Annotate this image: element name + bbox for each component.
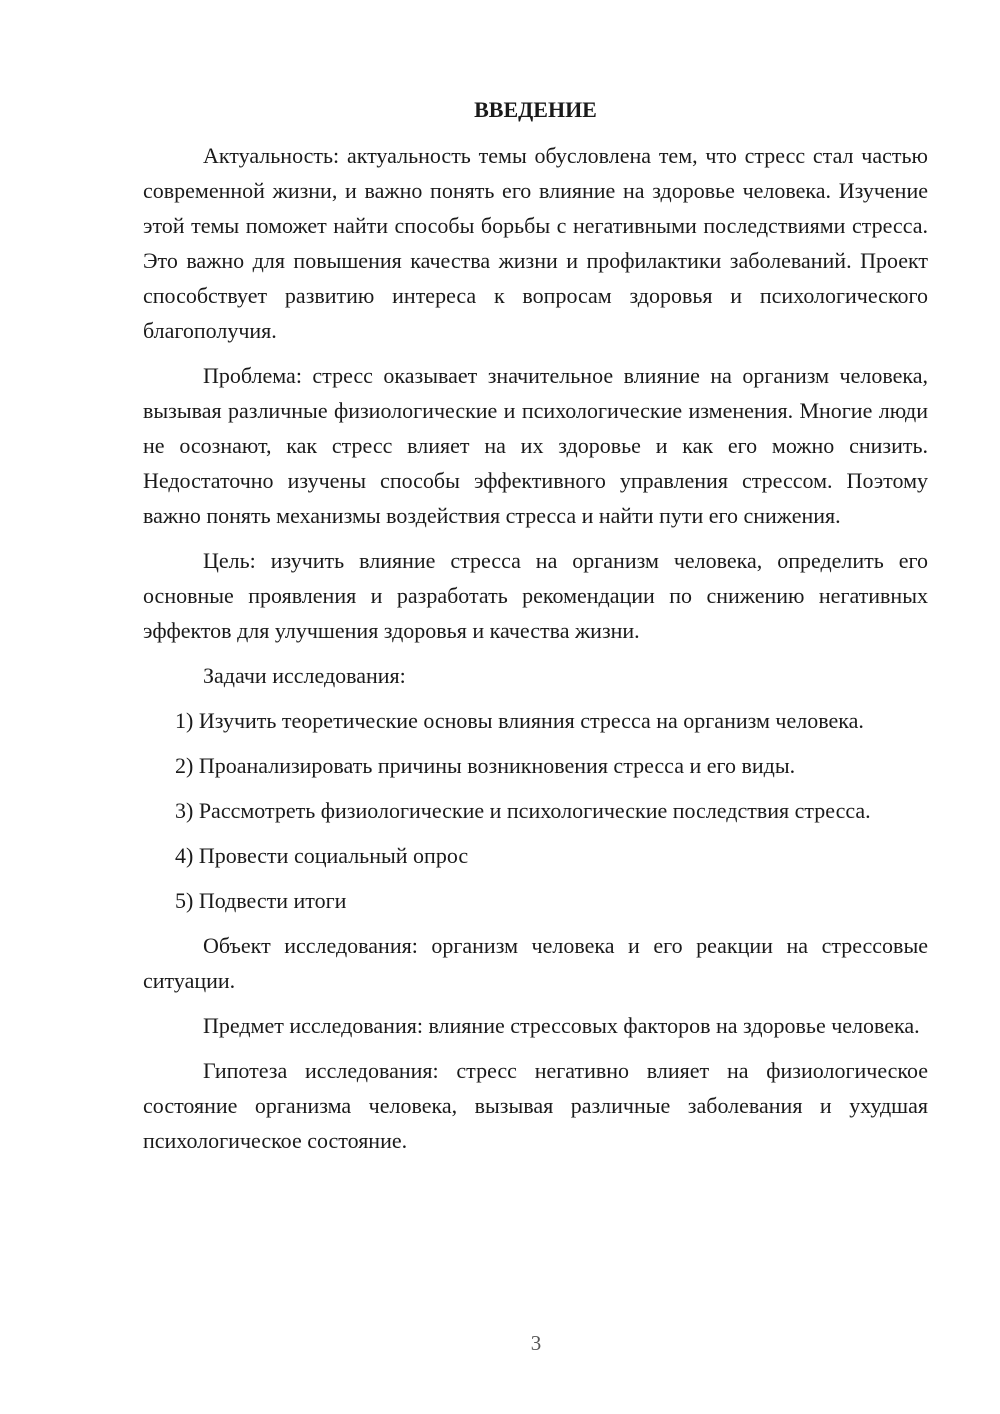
object-paragraph: Объект исследования: организм человека и его реакции на стрессовые ситуации. <box>143 933 928 993</box>
relevance-paragraph: Актуальность: актуальность темы обусловлена тем, что стресс стал частью современной жизни, и важно понять его влияние на здоровье человека. Изучение этой темы поможет найти способы борьбы с негативными последствиями стресса. Это важно для повышения качества жизни и профилактики заболеваний. Проект способствует развитию интереса к вопросам здоровья и психологического благополучия. <box>143 143 928 343</box>
page-number: 3 <box>530 1331 542 1355</box>
subject-paragraph: Предмет исследования: влияние стрессовых факторов на здоровье человека. <box>203 1013 920 1038</box>
task-item-2: 2) Проанализировать причины возникновения стресса и его виды. <box>175 753 796 778</box>
problem-paragraph: Проблема: стресс оказывает значительное влияние на организм человека, вызывая различные физиологические и психологические изменения. Многие люди не осознают, как стресс влияет на их здоровье и как его можно снизить. Недостаточно изучены способы эффективного управления стрессом. Поэтому важно понять механизмы воздействия стресса и найти пути его снижения. <box>143 363 928 528</box>
hypothesis-paragraph: Гипотеза исследования: стресс негативно влияет на физиологическое состояние организма человека, вызывая различные заболевания и ухудшая психологическое состояние. <box>143 1058 928 1153</box>
task-item-5: 5) Подвести итоги <box>175 888 347 913</box>
document-page <box>143 90 928 1168</box>
section-title: ВВЕДЕНИЕ <box>474 97 597 122</box>
task-item-3: 3) Рассмотреть физиологические и психологические последствия стресса. <box>175 798 871 823</box>
goal-paragraph: Цель: изучить влияние стресса на организм человека, определить его основные проявления и разработать рекомендации по снижению негативных эффектов для улучшения здоровья и качества жизни. <box>143 548 928 643</box>
tasks-heading: Задачи исследования: <box>203 663 406 688</box>
task-item-4: 4) Провести социальный опрос <box>175 843 469 868</box>
task-item-1: 1) Изучить теоретические основы влияния стресса на организм человека. <box>175 708 864 733</box>
